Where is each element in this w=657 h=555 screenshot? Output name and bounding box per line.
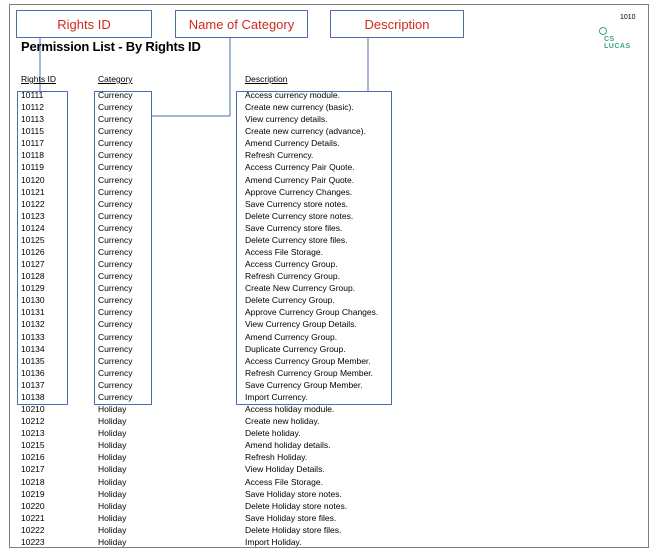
cell-description: Amend holiday details. (245, 440, 331, 451)
cell-rights-id: 10135 (21, 355, 45, 366)
table-row (0, 488, 657, 500)
cell-description: Create New Currency Group. (245, 283, 356, 294)
logo-line-1: CS (604, 36, 615, 43)
cell-category: Holiday (98, 416, 127, 427)
cell-rights-id: 10220 (21, 500, 45, 511)
cell-rights-id: 10215 (21, 440, 45, 451)
cell-category: Currency (98, 102, 133, 113)
cell-description: Approve Currency Changes. (245, 186, 353, 197)
cell-description: Refresh Currency. (245, 150, 314, 161)
cell-description: Access currency module. (245, 90, 340, 100)
cell-description: Access File Storage. (245, 476, 323, 487)
table-row (0, 463, 657, 475)
cell-category: Currency (98, 222, 133, 233)
cell-rights-id: 10123 (21, 210, 45, 221)
cell-description: Create new holiday. (245, 416, 320, 427)
cell-category: Currency (98, 174, 133, 185)
cell-category: Currency (98, 162, 133, 173)
cell-description: Create new currency (basic). (245, 102, 354, 113)
cell-rights-id: 10213 (21, 428, 45, 439)
cell-description: Save Holiday store files. (245, 512, 337, 523)
cell-rights-id: 10126 (21, 247, 45, 258)
cell-category: Holiday (98, 536, 127, 547)
cell-rights-id: 10113 (21, 114, 45, 125)
cell-rights-id: 10218 (21, 476, 45, 487)
cell-description: Access Currency Group Member. (245, 355, 371, 366)
cell-rights-id: 10118 (21, 150, 45, 161)
cell-category: Currency (98, 271, 133, 282)
cell-category: Currency (98, 90, 133, 100)
column-header-category: Category (98, 74, 133, 84)
cell-description: Refresh Holiday. (245, 452, 308, 463)
cell-category: Holiday (98, 476, 127, 487)
cell-category: Currency (98, 247, 133, 258)
cell-description: Create new currency (advance). (245, 126, 366, 137)
cell-description: Save Currency store notes. (245, 198, 348, 209)
cell-rights-id: 10111 (21, 90, 44, 100)
cell-category: Currency (98, 126, 133, 137)
cell-rights-id: 10130 (21, 295, 45, 306)
highlight-rights-id-column (17, 91, 68, 405)
cell-rights-id: 10219 (21, 488, 45, 499)
cell-category: Holiday (98, 512, 127, 523)
cell-rights-id: 10122 (21, 198, 45, 209)
highlight-category-column (94, 91, 152, 405)
cell-rights-id: 10112 (21, 102, 45, 113)
cell-category: Currency (98, 391, 133, 402)
cell-rights-id: 10127 (21, 259, 45, 270)
table-row (0, 427, 657, 439)
cell-description: Access Currency Pair Quote. (245, 162, 355, 173)
cell-category: Holiday (98, 524, 127, 535)
cell-category: Holiday (98, 500, 127, 511)
callout-description: Description (330, 10, 464, 38)
cell-rights-id: 10222 (21, 524, 45, 535)
cell-rights-id: 10132 (21, 319, 45, 330)
cell-description: Save Currency Group Member. (245, 379, 363, 390)
cell-rights-id: 10223 (21, 536, 45, 547)
page-title: Permission List - By Rights ID (21, 39, 201, 54)
cell-category: Holiday (98, 464, 127, 475)
column-header-description: Description (245, 74, 288, 84)
table-row (0, 451, 657, 463)
cell-category: Currency (98, 150, 133, 161)
cell-description: Delete Currency store notes. (245, 210, 354, 221)
cell-category: Holiday (98, 404, 127, 415)
table-row (0, 536, 657, 548)
cell-rights-id: 10138 (21, 391, 45, 402)
logo-line-2: LUCAS (604, 43, 631, 50)
cell-category: Holiday (98, 440, 127, 451)
cell-description: View Currency Group Details. (245, 319, 357, 330)
cell-description: Amend Currency Details. (245, 138, 340, 149)
cell-description: View Holiday Details. (245, 464, 325, 475)
cell-description: Delete holiday. (245, 428, 301, 439)
highlight-description-column (236, 91, 392, 405)
cell-category: Currency (98, 114, 133, 125)
cell-description: Import Currency. (245, 391, 308, 402)
cell-category: Currency (98, 367, 133, 378)
cell-rights-id: 10134 (21, 343, 45, 354)
cell-rights-id: 10212 (21, 416, 45, 427)
cell-category: Currency (98, 307, 133, 318)
cell-rights-id: 10117 (21, 138, 45, 149)
cell-description: Amend Currency Pair Quote. (245, 174, 355, 185)
cell-description: Access File Storage. (245, 247, 323, 258)
cell-category: Currency (98, 186, 133, 197)
cell-description: Delete Holiday store files. (245, 524, 342, 535)
callout-rights-id: Rights ID (16, 10, 152, 38)
table-row (0, 500, 657, 512)
cell-rights-id: 10210 (21, 404, 45, 415)
cell-rights-id: 10115 (21, 126, 45, 137)
cell-description: Duplicate Currency Group. (245, 343, 346, 354)
cell-description: Save Currency store files. (245, 222, 343, 233)
column-header-rights-id: Rights ID (21, 74, 56, 84)
cell-rights-id: 10125 (21, 234, 45, 245)
cell-description: Refresh Currency Group Member. (245, 367, 374, 378)
cell-description: Delete Holiday store notes. (245, 500, 348, 511)
cell-description: Access holiday module. (245, 404, 335, 415)
table-row (0, 415, 657, 427)
cell-description: Access Currency Group. (245, 259, 338, 270)
table-row (0, 524, 657, 536)
cell-category: Holiday (98, 428, 127, 439)
cell-category: Currency (98, 283, 133, 294)
cell-rights-id: 10121 (21, 186, 45, 197)
cell-rights-id: 10128 (21, 271, 45, 282)
cell-rights-id: 10120 (21, 174, 45, 185)
cell-category: Holiday (98, 488, 127, 499)
cell-description: Delete Currency Group. (245, 295, 335, 306)
cell-category: Currency (98, 379, 133, 390)
table-row (0, 512, 657, 524)
cell-category: Currency (98, 198, 133, 209)
cell-description: Import Holiday. (245, 536, 302, 547)
cell-description: View currency details. (245, 114, 328, 125)
cell-category: Currency (98, 210, 133, 221)
cell-description: Amend Currency Group. (245, 331, 338, 342)
cell-rights-id: 10119 (21, 162, 45, 173)
cell-description: Save Holiday store notes. (245, 488, 342, 499)
cell-rights-id: 10129 (21, 283, 45, 294)
cell-rights-id: 10137 (21, 379, 45, 390)
cell-category: Currency (98, 295, 133, 306)
cell-rights-id: 10136 (21, 367, 45, 378)
cell-rights-id: 10216 (21, 452, 45, 463)
page-number: 1010 (620, 14, 636, 21)
cell-rights-id: 10217 (21, 464, 45, 475)
cell-category: Currency (98, 138, 133, 149)
cell-rights-id: 10133 (21, 331, 45, 342)
table-row (0, 476, 657, 488)
cell-rights-id: 10124 (21, 222, 45, 233)
cell-rights-id: 10221 (21, 512, 45, 523)
cell-category: Holiday (98, 452, 127, 463)
cell-category: Currency (98, 355, 133, 366)
cell-rights-id: 10131 (21, 307, 45, 318)
logo-icon (599, 27, 607, 35)
callout-category: Name of Category (175, 10, 308, 38)
table-row (0, 439, 657, 451)
company-logo (598, 27, 636, 53)
cell-category: Currency (98, 343, 133, 354)
cell-category: Currency (98, 234, 133, 245)
cell-category: Currency (98, 319, 133, 330)
cell-description: Approve Currency Group Changes. (245, 307, 379, 318)
cell-category: Currency (98, 331, 133, 342)
cell-category: Currency (98, 259, 133, 270)
cell-description: Delete Currency store files. (245, 234, 348, 245)
cell-description: Refresh Currency Group. (245, 271, 340, 282)
